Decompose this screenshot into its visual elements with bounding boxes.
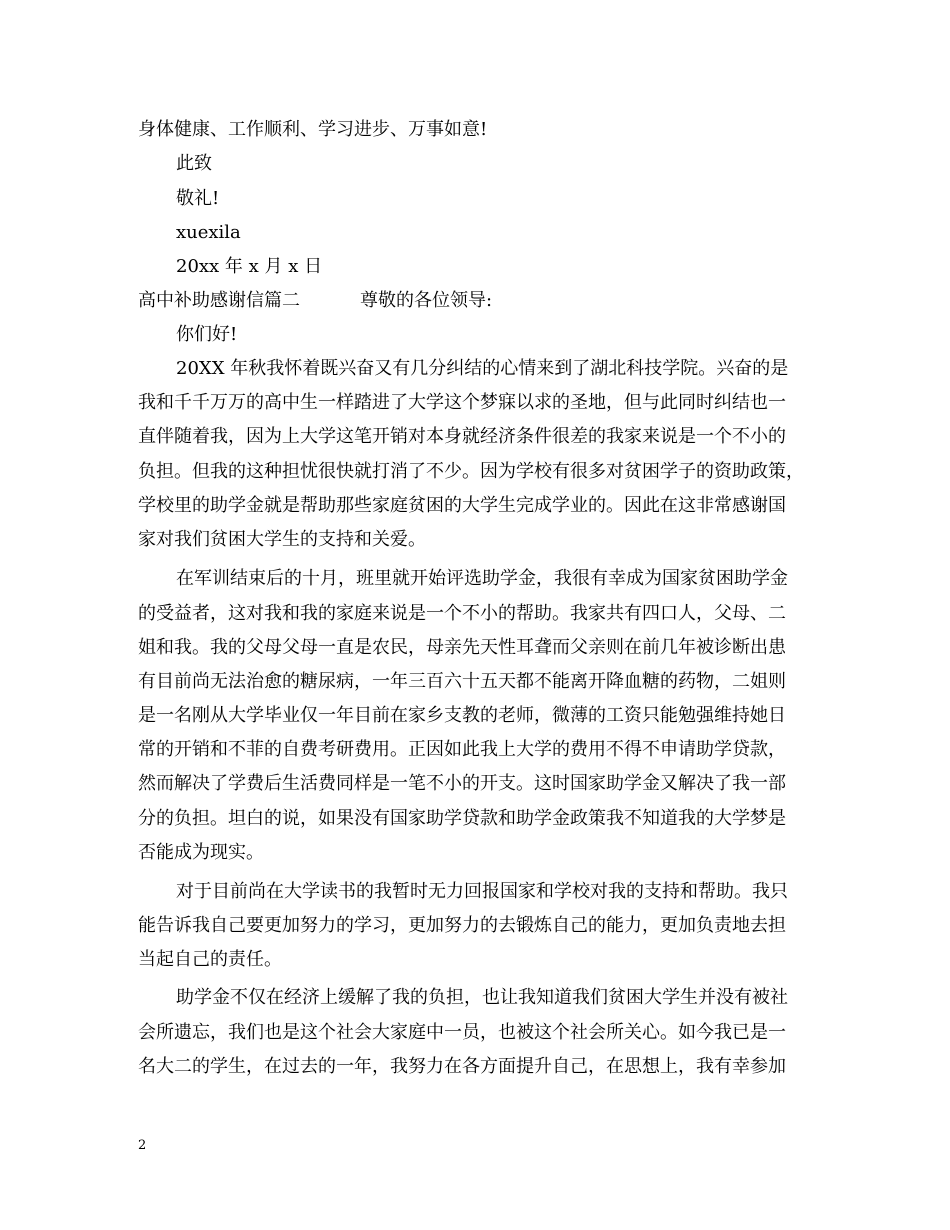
- body-line: 然而解决了学费后生活费同样是一笔不小的开支。这时国家助学金又解决了我一部: [138, 773, 786, 794]
- body-line: 直伴随着我，因为上大学这笔开销对本身就经济条件很差的我家来说是一个不小的: [138, 426, 786, 447]
- body-line: 能告诉我自己要更加努力的学习，更加努力的去锻炼自己的能力，更加负责地去担: [138, 915, 786, 936]
- body-line: 对于目前尚在大学读书的我暂时无力回报国家和学校对我的支持和帮助。我只: [176, 881, 788, 902]
- body-line: 常的开销和不菲的自费考研费用。正因如此我上大学的费用不得不申请助学贷款，: [138, 739, 786, 760]
- body-line: 否能成为现实。: [138, 842, 264, 863]
- body-line: 当起自己的责任。: [138, 949, 282, 970]
- page-number: 2: [138, 1138, 147, 1153]
- greeting-to: 尊敬的各位领导:: [360, 290, 493, 311]
- salutation-2: 敬礼!: [176, 188, 220, 209]
- body-line: 在军训结束后的十月，班里就开始评选助学金，我很有幸成为国家贫困助学金: [176, 568, 788, 589]
- body-line: 分的负担。坦白的说，如果没有国家助学贷款和助学金政策我不知道我的大学梦是: [138, 808, 786, 829]
- signature: xuexila: [176, 222, 241, 243]
- body-line: 名大二的学生，在过去的一年，我努力在各方面提升自己，在思想上，我有幸参加: [138, 1056, 786, 1077]
- body-line: 的受益者，这对我和我的家庭来说是一个不小的帮助。我家共有四口人，父母、二: [138, 603, 786, 624]
- body-line: 姐和我。我的父母父母一直是农民，母亲先天性耳聋而父亲则在前几年被诊断出患: [138, 637, 786, 658]
- date-line: 20xx 年 x 月 x 日: [176, 256, 323, 277]
- body-line: 会所遗忘，我们也是这个社会大家庭中一员，也被这个社会所关心。如今我已是一: [138, 1022, 786, 1043]
- section-heading: [138, 289, 818, 313]
- salutation-1: 此致: [176, 153, 212, 174]
- section-title: 高中补助感谢信篇二: [138, 290, 300, 311]
- body-line: 我和千千万万的高中生一样踏进了大学这个梦寐以求的圣地，但与此同时纠结也一: [138, 392, 786, 413]
- closing-line: 身体健康、工作顺利、学习进步、万事如意!: [138, 119, 488, 140]
- body-line: 家对我们贫困大学生的支持和关爱。: [138, 529, 426, 550]
- body-line: 学校里的助学金就是帮助那些家庭贫困的大学生完成学业的。因此在这非常感谢国: [138, 495, 786, 516]
- body-line: 有目前尚无法治愈的糖尿病，一年三百六十五天都不能离开降血糖的药物，二姐则: [138, 671, 786, 692]
- body-line: 助学金不仅在经济上缓解了我的负担，也让我知道我们贫困大学生并没有被社: [176, 987, 788, 1008]
- body-line: 是一名刚从大学毕业仅一年目前在家乡支教的老师，微薄的工资只能勉强维持她日: [138, 705, 786, 726]
- body-line: 负担。但我的这种担忧很快就打消了不少。因为学校有很多对贫困学子的资助政策，: [138, 461, 804, 482]
- body-line: 20XX 年秋我怀着既兴奋又有几分纠结的心情来到了湖北科技学院。兴奋的是: [176, 358, 789, 379]
- greeting: 你们好!: [176, 324, 238, 345]
